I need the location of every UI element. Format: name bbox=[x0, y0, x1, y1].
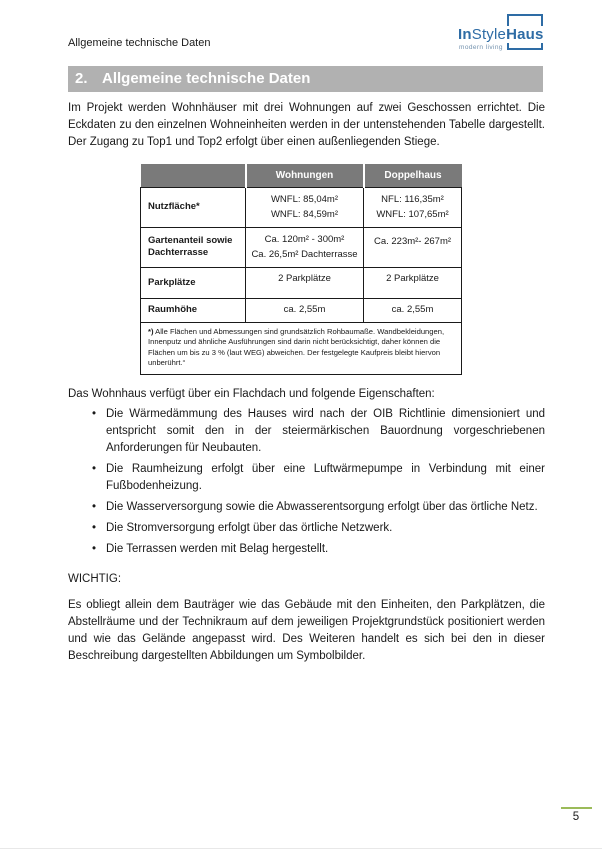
cell-doppelhaus bbox=[364, 187, 462, 227]
table-header-doppelhaus: Doppelhaus bbox=[364, 164, 462, 187]
table-footnote bbox=[141, 322, 462, 374]
table-footnote-row bbox=[141, 322, 462, 374]
logo-tagline: modern living bbox=[459, 44, 503, 51]
cell-line: Ca. 223m²- 267m² bbox=[373, 235, 452, 247]
row-label: Gartenanteil sowie Dachterrasse bbox=[141, 227, 246, 267]
cell-line: WNFL: 84,59m² bbox=[270, 208, 339, 220]
important-paragraph: Es obliegt allein dem Bauträger wie das Gebäude mit den Einheiten, den Parkplätzen, die Abstellräume und der Technikraum auf dem jeweiligen Projektgrundstück positioniert werden und wie das Gelände angepasst wird. Des Weiteren handelt es sich bei den in dieser Beschreibung dargestellten Abbildungen um Symbolbilder. bbox=[68, 599, 545, 662]
bullet-icon: • bbox=[92, 463, 97, 475]
cell-doppelhaus bbox=[364, 227, 462, 267]
logo-wordmark bbox=[457, 26, 545, 43]
tech-data-table bbox=[140, 164, 462, 375]
footer-accent-line bbox=[561, 807, 592, 809]
page-bottom-edge bbox=[0, 848, 602, 849]
important-label: WICHTIG: bbox=[68, 573, 122, 585]
table-row-nutzflaeche bbox=[141, 187, 462, 227]
cell-line: WNFL: 85,04m² bbox=[270, 193, 339, 205]
bullet-icon: • bbox=[92, 543, 97, 555]
section-title: Allgemeine technische Daten bbox=[102, 70, 311, 87]
running-header-title: Allgemeine technische Daten bbox=[68, 37, 211, 49]
section-heading bbox=[68, 66, 543, 92]
footnote-text: Alle Flächen und Abmessungen sind grundsätzlich Rohbaumaße. Wandbekleidungen, Innenputz und ähnliche Ausführungen sind darin nicht berücksichtigt, daher können die Flächen um bis zu 3 % (laut WEG) abweichen. Der festgelegte Kaufpreis bleibt hiervon unberührt.“ bbox=[148, 326, 445, 367]
table-row-gartenanteil bbox=[141, 227, 462, 267]
list-item-text: Die Wärmedämmung des Hauses wird nach der OIB Richtlinie dimensioniert und entspricht somit den in der steiermärkischen Bauordnung vorgeschriebenen Anforderungen für Neubauten. bbox=[106, 408, 545, 454]
table-row-raumhoehe bbox=[141, 298, 462, 322]
list-item-text: Die Stromversorgung erfolgt über das örtliche Netzwerk. bbox=[106, 522, 393, 534]
cell-doppelhaus: ca. 2,55m bbox=[364, 298, 462, 322]
cell-line: Ca. 120m² - 300m² bbox=[264, 233, 345, 245]
cell-line: WNFL: 107,65m² bbox=[376, 208, 449, 220]
features-list bbox=[68, 406, 545, 562]
table-header-row bbox=[141, 164, 462, 187]
list-item-text: Die Terrassen werden mit Belag hergestellt. bbox=[106, 543, 329, 555]
list-item bbox=[68, 499, 545, 516]
company-logo bbox=[457, 12, 543, 58]
list-item bbox=[68, 461, 545, 495]
logo-part-haus: Haus bbox=[506, 26, 544, 43]
row-label: Raumhöhe bbox=[141, 298, 246, 322]
bullet-icon: • bbox=[92, 408, 97, 420]
cell-wohnungen: ca. 2,55m bbox=[246, 298, 364, 322]
intro-paragraph: Im Projekt werden Wohnhäuser mit drei Wohnungen auf zwei Geschossen errichtet. Die Eckdaten zu den einzelnen Wohneinheiten werden in der untenstehenden Tabelle dargestellt. Der Zugang zu Top1 und Top2 erfolgt über einen außenliegenden Stiege. bbox=[68, 102, 545, 148]
list-item bbox=[68, 406, 545, 457]
list-item bbox=[68, 541, 545, 558]
bullet-icon: • bbox=[92, 522, 97, 534]
footnote-marker: *) bbox=[148, 326, 154, 336]
features-lead: Das Wohnhaus verfügt über ein Flachdach und folgende Eigenschaften: bbox=[68, 388, 435, 400]
table-header-empty bbox=[141, 164, 246, 187]
cell-wohnungen: 2 Parkplätze bbox=[246, 267, 364, 298]
cell-line: NFL: 116,35m² bbox=[381, 193, 444, 205]
bullet-icon: • bbox=[92, 501, 97, 513]
list-item-text: Die Raumheizung erfolgt über eine Luftwärmepumpe in Verbindung mit einer Fußbodenheizung. bbox=[106, 463, 545, 492]
cell-wohnungen bbox=[246, 227, 364, 267]
row-label: Parkplätze bbox=[141, 267, 246, 298]
list-item bbox=[68, 520, 545, 537]
row-label: Nutzfläche* bbox=[141, 187, 246, 227]
table-row-parkplaetze bbox=[141, 267, 462, 298]
logo-part-in: In bbox=[458, 26, 472, 43]
cell-doppelhaus: 2 Parkplätze bbox=[364, 267, 462, 298]
section-number: 2. bbox=[75, 70, 88, 87]
table-header-wohnungen: Wohnungen bbox=[246, 164, 364, 187]
logo-part-style: Style bbox=[471, 26, 507, 43]
cell-line: Ca. 26,5m² Dachterrasse bbox=[251, 248, 358, 260]
list-item-text: Die Wasserversorgung sowie die Abwasserentsorgung erfolgt über das örtliche Netz. bbox=[106, 501, 538, 513]
page-number: 5 bbox=[572, 811, 580, 823]
cell-wohnungen bbox=[246, 187, 364, 227]
